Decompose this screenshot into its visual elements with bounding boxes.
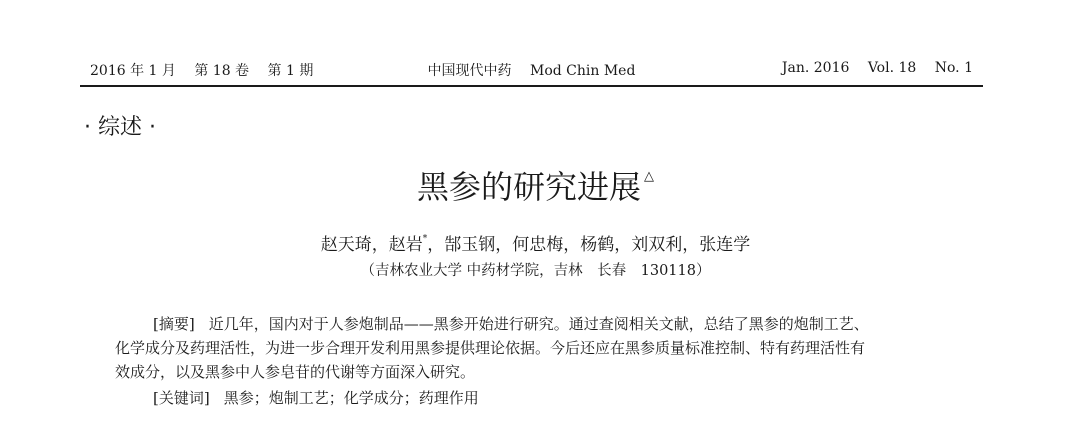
title-footnote-mark: △	[644, 169, 654, 184]
header-year-month: 2016 年 1 月	[90, 63, 176, 79]
header-english-issue	[782, 60, 973, 76]
keywords	[153, 387, 479, 408]
corresponding-author-mark: *	[422, 234, 428, 244]
header-journal-cn: 中国现代中药	[427, 63, 512, 79]
header-volume-en: Vol. 18	[867, 60, 917, 76]
header-number-en: No. 1	[934, 60, 973, 76]
abstract-line	[115, 312, 985, 336]
authors-rest: ，郜玉钢，何忠梅，杨鹤，刘双利，张连学	[427, 235, 751, 255]
abstract	[115, 312, 985, 384]
header-journal-en: Mod Chin Med	[530, 63, 636, 79]
header-issue: 第 1 期	[267, 63, 314, 79]
author-list	[0, 230, 1071, 255]
keywords-text: 黑参；炮制工艺；化学成分；药理作用	[223, 389, 479, 407]
abstract-line: 化学成分及药理活性，为进一步合理开发利用黑参提供理论依据。今后还应在黑参质量标准控制、特有药理活性有	[115, 339, 866, 357]
section-label: · 综述 ·	[84, 115, 156, 140]
abstract-line: 效成分，以及黑参中人参皂苷的代谢等方面深入研究。	[115, 363, 476, 381]
header-rule	[80, 85, 983, 87]
abstract-label: [摘要]	[153, 315, 195, 333]
article-title	[0, 162, 1071, 208]
header-date-en: Jan. 2016	[781, 60, 850, 76]
author-affiliation: （吉林农业大学 中药材学院，吉林 长春 130118）	[360, 263, 711, 279]
running-header	[80, 60, 983, 82]
header-volume: 第 18 卷	[194, 63, 250, 79]
abstract-line-text: 近几年，国内对于人参炮制品——黑参开始进行研究。通过查阅相关文献，总结了黑参的炮制工艺、	[208, 315, 869, 333]
keywords-label: [关键词]	[153, 389, 210, 407]
authors-first: 赵天琦，赵岩	[320, 235, 423, 255]
article-title-text: 黑参的研究进展	[416, 168, 641, 206]
